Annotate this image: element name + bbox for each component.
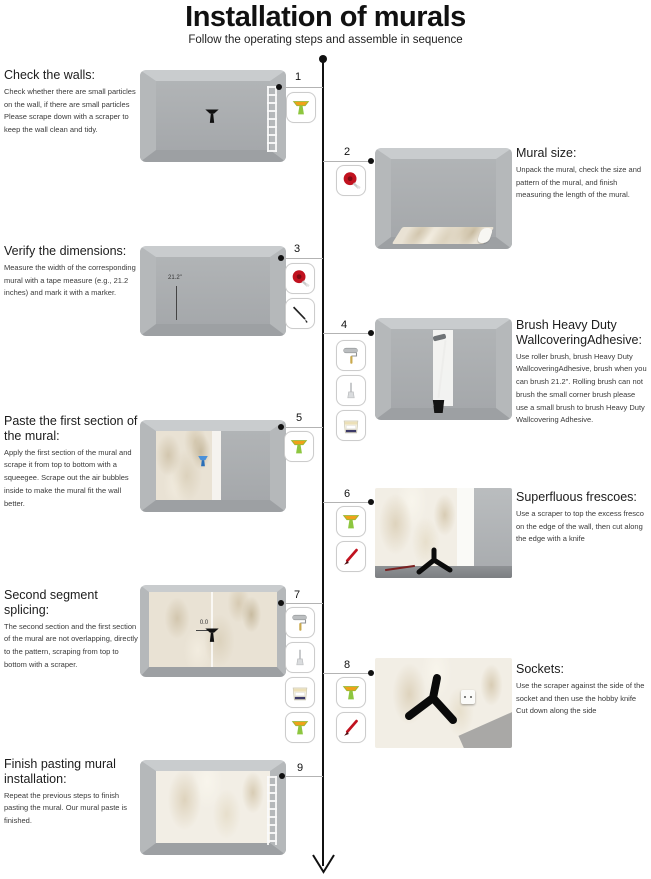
step1-heading: Check the walls: <box>4 68 96 82</box>
step8-connector <box>323 673 371 674</box>
squeegee-icon <box>336 677 366 708</box>
ladder <box>267 776 277 845</box>
timeline-line <box>322 60 324 866</box>
step2-heading: Mural size: <box>516 146 577 160</box>
step3-tools <box>285 263 315 329</box>
marker-icon <box>285 298 315 329</box>
step2-text <box>516 146 649 202</box>
step9-text <box>4 757 142 828</box>
step4-heading: Brush Heavy Duty WallcoveringAdhesive: <box>516 318 642 347</box>
step3-connector-dot <box>278 255 284 261</box>
roller-brush-icon <box>336 340 366 371</box>
step4-tools <box>336 340 366 441</box>
squeegee-silhouette <box>202 106 222 128</box>
step2-connector-dot <box>368 158 374 164</box>
step9-body: Repeat the previous steps to finish pasting the mural. Our mural paste is finished. <box>4 790 127 825</box>
page-subtitle: Follow the operating steps and assemble in sequence <box>188 34 463 46</box>
step1-connector-dot <box>276 84 282 90</box>
step6-connector-dot <box>368 499 374 505</box>
squeegee-silhouette <box>202 625 222 647</box>
step2-connector <box>323 161 371 162</box>
step6-connector <box>323 502 371 503</box>
step5-connector <box>281 427 323 428</box>
step3-body: Measure the width of the corresponding mural with a tape measure (e.g., 21.2 inches) and mark it with a marker. <box>4 262 136 298</box>
step4-connector-dot <box>368 330 374 336</box>
step5-heading: Paste the first section of the mural: <box>4 414 138 443</box>
step1-connector <box>279 87 323 88</box>
step7-heading: Second segment splicing: <box>4 588 98 617</box>
page-title: Installation of murals <box>185 1 466 33</box>
step6-body: Use a scraper to top the excess fresco on the edge of the wall, then cut along the edge with a knife <box>516 508 644 544</box>
mural-closeup <box>375 658 512 748</box>
step1-text <box>4 68 142 137</box>
room-render <box>140 246 286 336</box>
step2-body: Unpack the mural, check the size and pattern of the mural, and finish measuring the length of the mural. <box>516 164 642 200</box>
squeegee-icon <box>284 431 314 462</box>
step7-connector <box>281 603 323 604</box>
step8-illustration <box>375 658 512 748</box>
step9-illustration <box>140 760 286 855</box>
step8-heading: Sockets: <box>516 662 564 676</box>
knife-icon <box>336 541 366 572</box>
step3-heading: Verify the dimensions: <box>4 244 127 258</box>
roller-brush-icon <box>285 607 315 638</box>
small-brush-icon <box>336 375 366 406</box>
step5-tools <box>284 431 314 462</box>
step7-text <box>4 588 142 672</box>
mural-closeup <box>375 488 512 578</box>
excess-paper-strip <box>457 488 473 578</box>
step7-number: 7 <box>294 589 301 601</box>
step7-connector-dot <box>278 600 284 606</box>
step9-connector-dot <box>279 773 285 779</box>
squeegee-icon <box>285 712 315 743</box>
overlap-gap-label: 0.0 <box>199 620 209 626</box>
step3-number: 3 <box>294 243 301 255</box>
step2-number: 2 <box>344 146 351 158</box>
step3-text <box>4 244 142 300</box>
step9-number: 9 <box>297 762 304 774</box>
step1-body: Check whether there are small particles on the wall, if there are small particles Please scrape down with a scraper to keep the wall clean and tidy. <box>4 86 136 134</box>
step7-illustration <box>140 585 286 677</box>
measure-line <box>176 286 177 320</box>
step7-body: The second section and the first section of the mural are not overlapping, directly to the pattern, scraping from top to bottom with a scraper. <box>4 621 138 669</box>
step9-connector <box>282 776 323 777</box>
timeline-arrow-icon <box>310 852 337 876</box>
step4-illustration <box>375 318 512 420</box>
step8-connector-dot <box>368 670 374 676</box>
ladder <box>267 86 277 152</box>
shadow <box>458 712 512 748</box>
step9-heading: Finish pasting mural installation: <box>4 757 116 786</box>
black-scraper-tool <box>411 546 457 576</box>
step2-illustration <box>375 148 512 249</box>
small-brush-icon <box>285 642 315 673</box>
adhesive-bucket-icon <box>285 677 315 708</box>
measurement-annotation <box>168 266 182 320</box>
blue-squeegee <box>196 454 210 469</box>
step5-illustration <box>140 420 286 512</box>
step2-tools <box>336 165 366 196</box>
step7-tools <box>285 607 315 743</box>
adhesive-bucket-icon <box>336 410 366 441</box>
squeegee-icon <box>286 92 316 123</box>
knife-icon <box>336 712 366 743</box>
measure-width-label: 21.2" <box>168 275 182 281</box>
step8-text <box>516 662 649 718</box>
step6-text <box>516 490 649 546</box>
step1-tools <box>286 92 316 123</box>
step5-connector-dot <box>278 424 284 430</box>
step1-number: 1 <box>295 71 302 83</box>
step5-number: 5 <box>296 412 303 424</box>
finished-mural-wall <box>156 771 270 843</box>
step5-text <box>4 414 142 510</box>
step8-body: Use the scraper against the side of the socket and then use the hobby knife Cut down along the side <box>516 680 645 716</box>
mural-edge-strip <box>212 431 221 500</box>
black-scraper-tool <box>399 670 465 728</box>
tape-measure-icon <box>285 263 315 294</box>
step1-illustration <box>140 70 286 162</box>
step3-connector <box>281 258 323 259</box>
step4-body: Use roller brush, brush Heavy Duty WallcoveringAdhesive, brush when you can brush 21.2". Rolling brush can not brush the small corner brush please use a small brush to brush Heavy Duty Wallcovering Adhesive. <box>516 351 647 425</box>
step3-illustration <box>140 246 286 336</box>
step8-number: 8 <box>344 659 351 671</box>
step6-number: 6 <box>344 488 351 500</box>
bare-wall <box>474 488 512 578</box>
tape-measure-icon <box>336 165 366 196</box>
step4-connector <box>323 333 371 334</box>
step8-tools <box>336 677 366 743</box>
step5-body: Apply the first section of the mural and scrape it from top to bottom with a squeegee. Scrape out the air bubbles inside to make the mural fit the wall better. <box>4 447 132 508</box>
step6-illustration <box>375 488 512 578</box>
step4-number: 4 <box>341 319 348 331</box>
squeegee-icon <box>336 506 366 537</box>
step6-tools <box>336 506 366 572</box>
step6-heading: Superfluous frescoes: <box>516 490 637 504</box>
step4-text <box>516 318 649 427</box>
